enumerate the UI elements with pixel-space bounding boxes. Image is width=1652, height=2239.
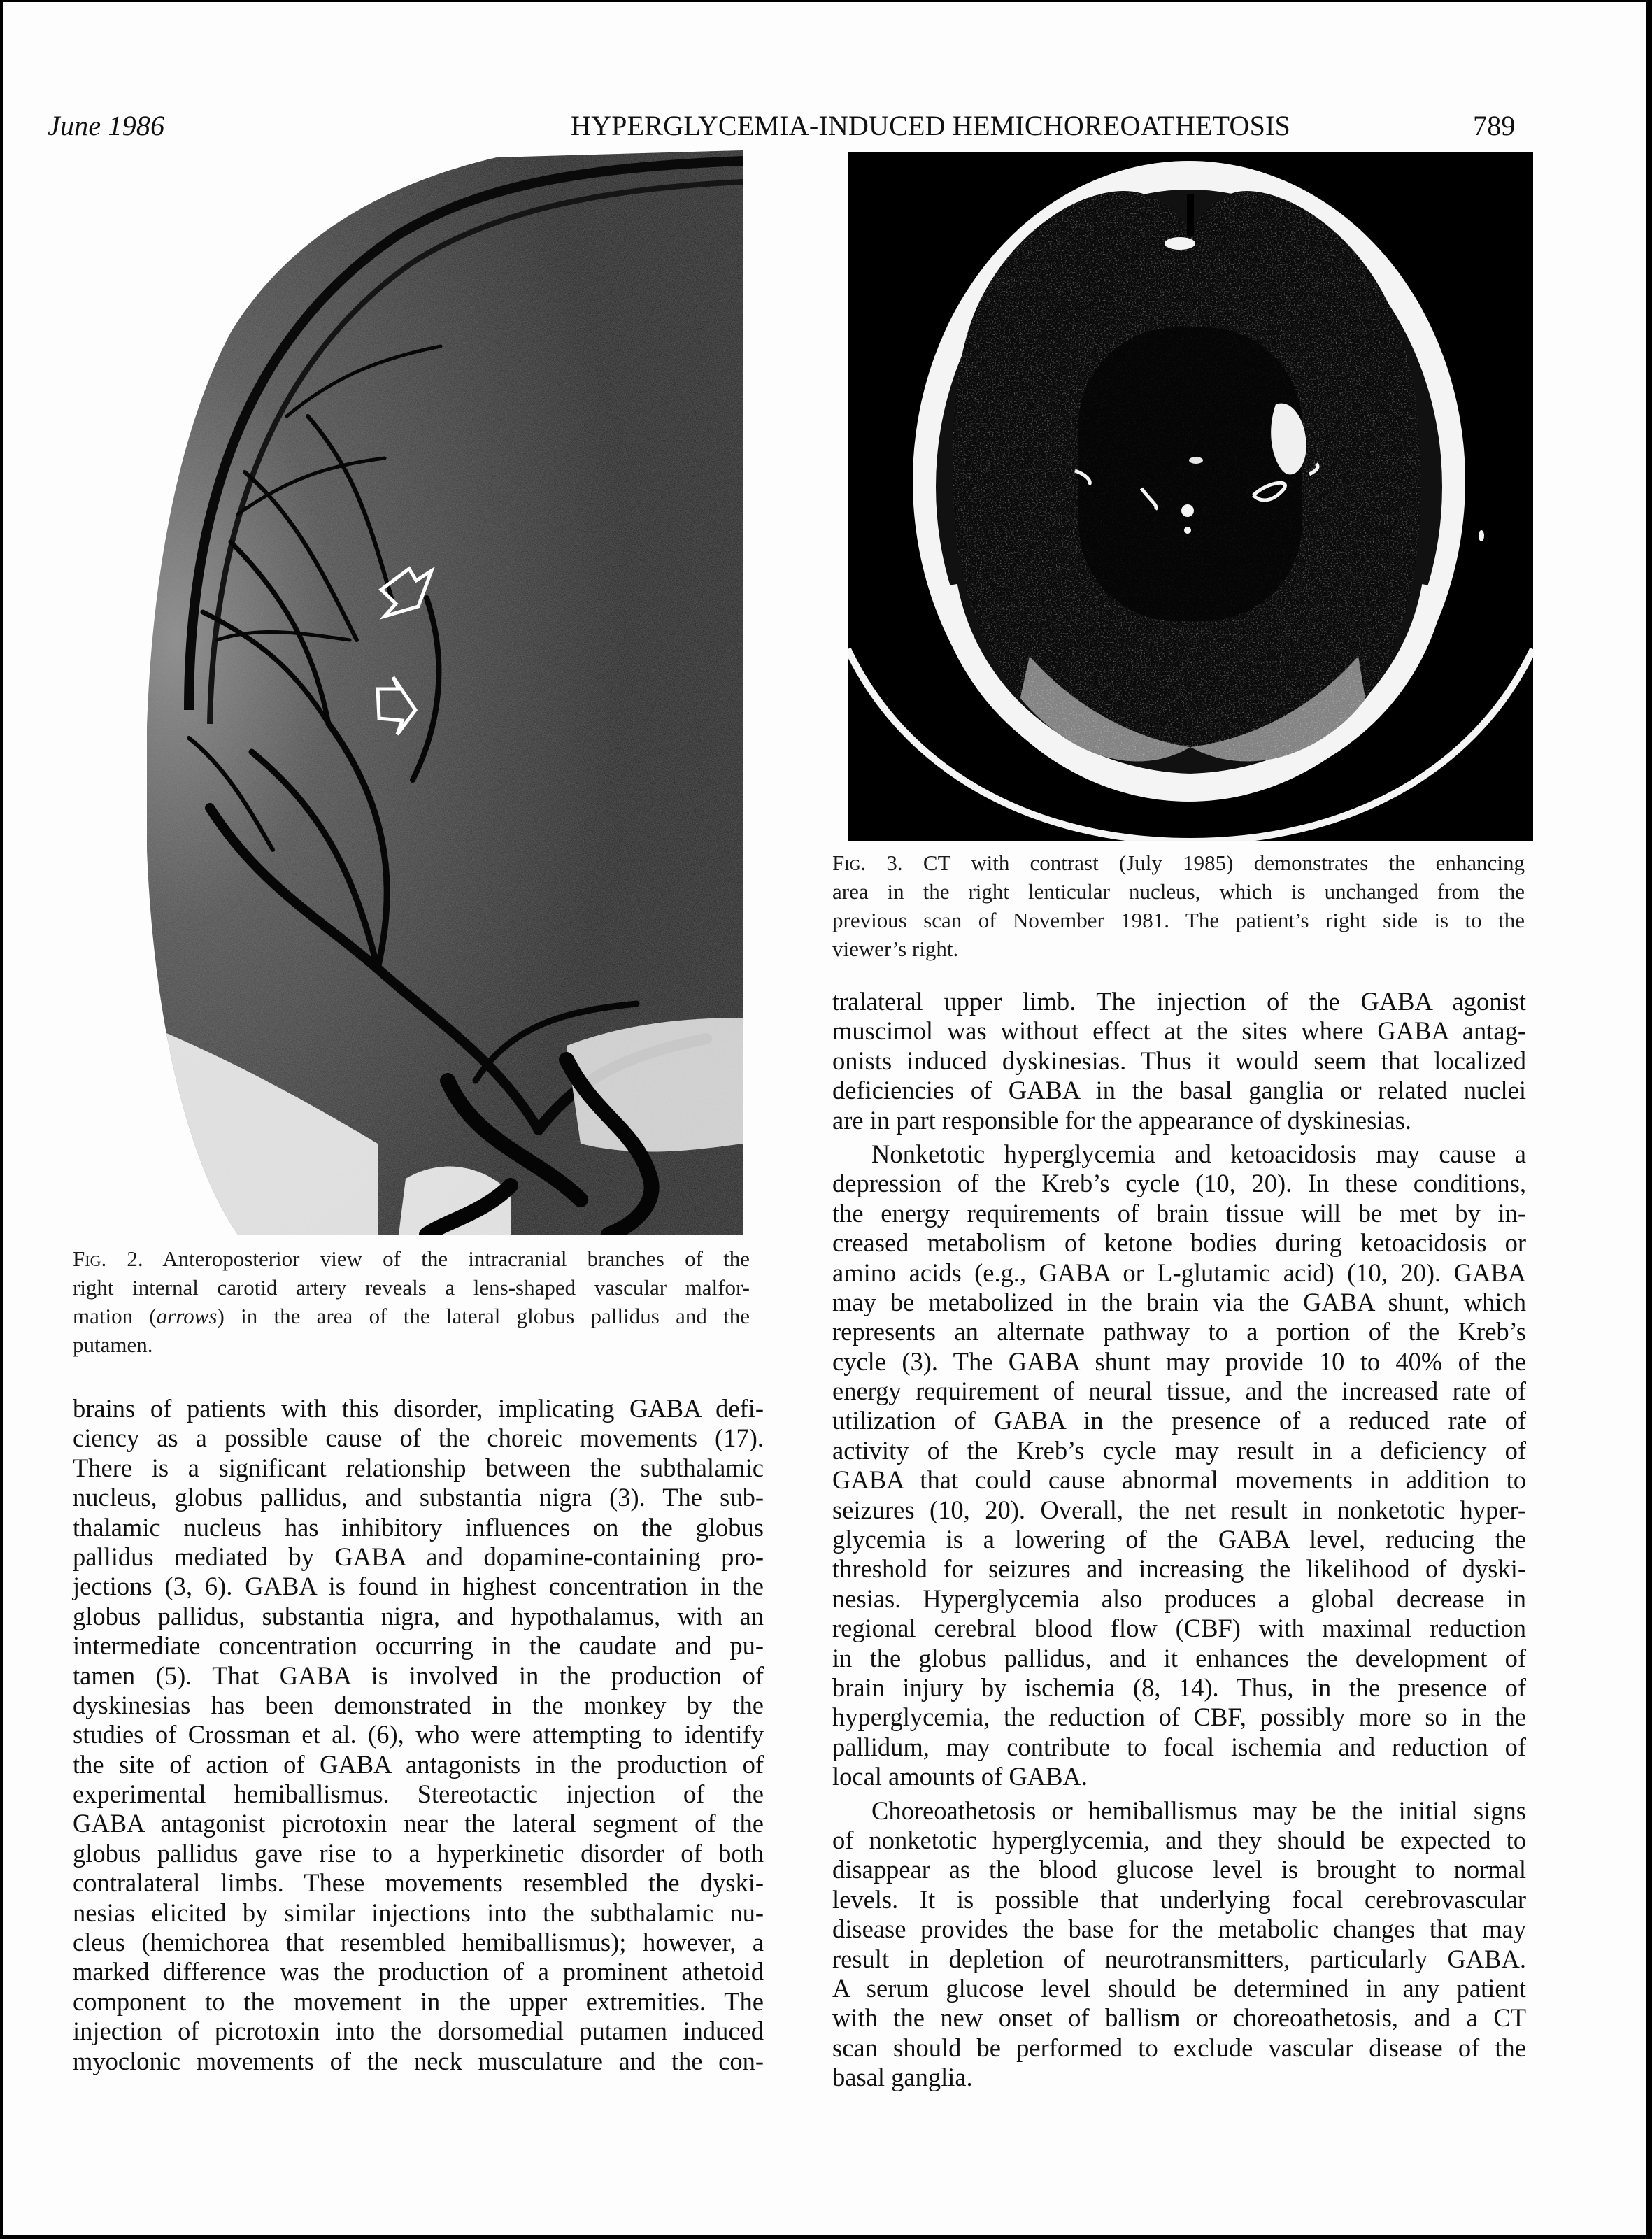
text-line: creased metabolism of ketone bodies during ketoacidosis or — [832, 1228, 1526, 1258]
text-line: utilization of GABA in the presence of a reduced rate of — [832, 1406, 1526, 1435]
text-line: intermediate concentration occurring in the caudate and pu- — [73, 1631, 764, 1661]
text-line: seizures (10, 20). Overall, the net result in nonketotic hyper- — [832, 1495, 1526, 1524]
caption-italic: arrows — [156, 1304, 218, 1328]
text-line: muscimol was without effect at the sites where GABA antag- — [832, 1016, 1526, 1046]
text-line: in the globus pallidus, and it enhances the development of — [832, 1643, 1526, 1672]
text-line: GABA antagonist picrotoxin near the lateral segment of the — [73, 1809, 764, 1838]
caption-line: previous scan of November 1981. The patient’s right side is to the — [832, 908, 1525, 932]
text-line: Choreoathetosis or hemiballismus may be the initial signs — [871, 1796, 1526, 1825]
text-line: GABA that could cause abnormal movements in addition to — [832, 1465, 1526, 1495]
text-line: are in part responsible for the appearance of dyskinesias. — [832, 1105, 1412, 1135]
text-line: result in depletion of neurotransmitters, particularly GABA. — [832, 1944, 1526, 1973]
text-line: tamen (5). That GABA is involved in the production of — [73, 1661, 764, 1690]
text-line: pallidum, may contribute to focal ischemia and reduction of — [832, 1732, 1526, 1761]
running-head-title: HYPERGLYCEMIA-INDUCED HEMICHOREOATHETOSIS — [571, 110, 1291, 141]
text-line: the energy requirements of brain tissue will be met by in- — [832, 1198, 1526, 1228]
angiogram-image — [147, 150, 743, 1235]
text-line: experimental hemiballismus. Stereotactic injection of the — [73, 1779, 764, 1809]
text-line: ciency as a possible cause of the choreic movements (17). — [73, 1423, 764, 1453]
text-line: A serum glucose level should be determined in any patient — [832, 1973, 1526, 2003]
journal-page — [3, 2, 1646, 2235]
caption-line: mation (arrows) in the area of the lateral globus pallidus and the — [73, 1304, 750, 1328]
text-line: may be metabolized in the brain via the GABA shunt, which — [832, 1287, 1526, 1316]
caption-line: area in the right lenticular nucleus, which is unchanged from the — [832, 879, 1525, 904]
text-line: disappear as the blood glucose level is brought to normal — [832, 1855, 1526, 1884]
text-line: amino acids (e.g., GABA or L-glutamic acid) (10, 20). GABA — [832, 1258, 1526, 1287]
running-head-date: June 1986 — [48, 110, 165, 141]
text-line: globus pallidus gave rise to a hyperkinetic disorder of both — [73, 1838, 764, 1868]
text-line: contralateral limbs. These movements resembled the dyski- — [73, 1868, 764, 1898]
text-line: the site of action of GABA antagonists in the production of — [73, 1749, 764, 1779]
text-line: hyperglycemia, the reduction of CBF, possibly more so in the — [832, 1703, 1526, 1732]
text-line: onists induced dyskinesias. Thus it would seem that localized — [832, 1046, 1526, 1075]
text-line: nesias. Hyperglycemia also produces a global decrease in — [832, 1584, 1526, 1613]
text-line: studies of Crossman et al. (6), who were attempting to identify — [73, 1720, 764, 1749]
text-line: disease provides the base for the metabolic changes that may — [832, 1914, 1526, 1944]
text-line: deficiencies of GABA in the basal ganglia or related nuclei — [832, 1076, 1526, 1105]
paragraph — [832, 1139, 1526, 1792]
text-line: brains of patients with this disorder, implicating GABA defi- — [73, 1394, 764, 1423]
text-line: globus pallidus, substantia nigra, and hypothalamus, with an — [73, 1601, 764, 1630]
text-line: of nonketotic hyperglycemia, and they should be expected to — [832, 1825, 1526, 1854]
caption-line: viewer’s right. — [832, 937, 959, 961]
text-line: pallidus mediated by GABA and dopamine-containing pro- — [73, 1542, 764, 1571]
text-line: Nonketotic hyperglycemia and ketoacidosis may cause a — [871, 1139, 1526, 1168]
figure-label: Fig. 2. — [73, 1246, 143, 1271]
text-line: nucleus, globus pallidus, and substantia nigra (3). The sub- — [73, 1483, 764, 1512]
caption-line: putamen. — [73, 1332, 153, 1357]
figure-3-caption — [832, 848, 1525, 963]
caption-line: right internal carotid artery reveals a lens-shaped vascular malfor- — [73, 1275, 750, 1300]
figure-2-angiogram — [147, 150, 743, 1235]
caption-line: Fig. 2. Anteroposterior view of the intracranial branches of the — [73, 1246, 750, 1271]
paragraph — [832, 1796, 1526, 2093]
text-line: levels. It is possible that underlying focal cerebrovascular — [832, 1884, 1526, 1914]
text-line: local amounts of GABA. — [832, 1762, 1088, 1791]
text-line: injection of picrotoxin into the dorsomedial putamen induced — [73, 2017, 764, 2046]
paragraph — [832, 987, 1526, 1135]
text-line: component to the movement in the upper extremities. The — [73, 1986, 764, 2016]
text-line: jections (3, 6). GABA is found in highest concentration in the — [73, 1572, 764, 1601]
text-line: cleus (hemichorea that resembled hemiballismus); however, a — [73, 1928, 764, 1957]
body-column-left — [73, 1394, 764, 2076]
text-line: marked difference was the production of a prominent athetoid — [73, 1957, 764, 1986]
figure-label: Fig. 3. — [832, 851, 903, 875]
text-line: threshold for seizures and increasing the likelihood of dyski- — [832, 1554, 1526, 1584]
text-line: scan should be performed to exclude vascular disease of the — [832, 2033, 1526, 2062]
figure-2-caption — [73, 1244, 750, 1359]
text-line: depression of the Kreb’s cycle (10, 20). In these conditions, — [832, 1169, 1526, 1198]
text-line: There is a significant relationship between the subthalamic — [73, 1453, 764, 1482]
body-column-right — [832, 987, 1526, 2092]
text-line: brain injury by ischemia (8, 14). Thus, in the presence of — [832, 1672, 1526, 1702]
text-line: regional cerebral blood flow (CBF) with maximal reduction — [832, 1614, 1526, 1643]
text-line: myoclonic movements of the neck musculature and the con- — [73, 2046, 764, 2075]
ct-image — [848, 152, 1533, 841]
text-line: energy requirement of neural tissue, and the increased rate of — [832, 1377, 1526, 1406]
text-line: tralateral upper limb. The injection of the GABA agonist — [832, 987, 1526, 1016]
caption-line: Fig. 3. CT with contrast (July 1985) demonstrates the enhancing — [832, 851, 1525, 875]
text-line: dyskinesias has been demonstrated in the monkey by the — [73, 1690, 764, 1719]
text-line: basal ganglia. — [832, 2063, 973, 2092]
text-line: with the new onset of ballism or choreoathetosis, and a CT — [832, 2003, 1526, 2033]
page-number: 789 — [1473, 110, 1516, 141]
text-line: thalamic nucleus has inhibitory influences on the globus — [73, 1512, 764, 1542]
text-line: nesias elicited by similar injections into the subthalamic nu- — [73, 1898, 764, 1927]
figure-3-ct-scan — [848, 152, 1533, 841]
text-line: activity of the Kreb’s cycle may result in a deficiency of — [832, 1435, 1526, 1465]
text-line: represents an alternate pathway to a portion of the Kreb’s — [832, 1317, 1526, 1346]
text-line: cycle (3). The GABA shunt may provide 10 to 40% of the — [832, 1346, 1526, 1376]
text-line: glycemia is a lowering of the GABA level, reducing the — [832, 1525, 1526, 1554]
